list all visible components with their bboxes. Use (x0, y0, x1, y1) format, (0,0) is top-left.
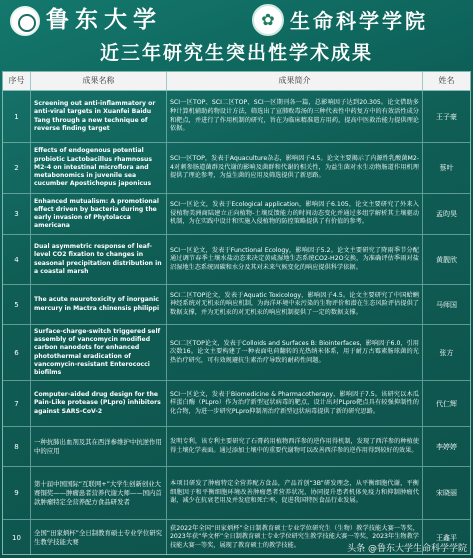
row-name: 全国“田家炳杯”全日制教育硕士专业学位研究生教学技能大赛 (31, 520, 167, 555)
college-logo-icon (252, 4, 284, 36)
row-desc: SCI一区论文，发表于Functional Ecology，影响因子5.2。论文主要研究了降雨季节分配通过调节春季土壤水盐动态来决定黄咸湿地生态系统CO2-H2O交换，为准确评估季雨对盐沼湿地生态系统固碳和水分及其对未来气候变化的响应提供科学依据。 (167, 235, 423, 284)
row-name: Screening out anti-inflammatory or anti-viral targets in Xuanfei Baidu Tang through a new technique of reverse finding target (31, 91, 167, 142)
col-header-person: 姓名 (438, 76, 455, 85)
row-person: 李婷婷 (436, 442, 457, 451)
row-no: 9 (3, 467, 31, 519)
row-desc: SCI一区TOP、SCI二区TOP、SCI一区期刊各一篇，总影响因子达到20.305。论文借助多种计算机辅助药物设计方法，筛选出了宣肺败毒汤的三种代表性中药复方中的有效活性成分和靶点，并进行了作用机制的研究，旨在为临床精准遣方用药，提高中医救治能力提供理论依据。 (167, 91, 423, 142)
table-row (3, 467, 470, 520)
row-person: 代仁辉 (436, 399, 457, 408)
row-no: 6 (3, 325, 31, 380)
table-row (3, 285, 470, 325)
col-header-name: 成果名称 (31, 72, 167, 90)
page-title: 近三年研究生突出性学术成果 (99, 42, 373, 64)
row-desc: 本项目研发了肿瘤特定全营养配方食品，产品首创“3B”研发理念，从平衡细胞代谢，平衡细胞因子和平衡细胞环境改善肿瘤患者营养状况，协同提升患者机体免疫力和抑制肿瘤代谢，减少在抗衰老用及并发症和死亡率，促进我国特医食品行业发展。 (167, 467, 423, 519)
university-logo-icon (10, 6, 40, 36)
row-name: Effects of endogenous potential probiotic Lactobacillus rhamnosus M2-4 on intestinal microflora and metabonomics in juvenile sea cucumber Apostichopus japonicus (31, 143, 167, 193)
table-header (3, 72, 470, 91)
row-name: 第十届中国国际“互联网+”大学生创新创业大赛铜奖——肿瘤患者营养代谢大师——国内首款肿瘤特定全营养配方食品研发者 (31, 467, 167, 519)
row-desc: SCI二区TOP论文，发表于Colloids and Surfaces B: Biointerfaces，影响因子6.0，引用次数16。论文主要构建了一种表面电荷翻转的光热纳米体系，用于耐万古霉素肠球菌的光热治疗研究，可有效规避抗生素治疗导致的耐药性问题。 (167, 325, 423, 380)
table-row (3, 235, 470, 285)
row-name: Computer-aided drug design for the Pain-Like protease (PLpro) inhibitors against SARS-CoV-2 (31, 381, 167, 426)
watermark: 头条 @鲁东大学生命科学学院 (347, 544, 467, 554)
row-name: Surface-charge-switch triggered self assembly of vancomycin modified carbon nanodots for enhanced photothermal eradication of vancomycin-resistant Enterococci biofilms (31, 325, 167, 380)
row-desc: SCI二区TOP论文，发表于Aquatic Toxicology，影响因子4.5。论文主要研究了中国蛤蜊神经系统对无机汞的响应机制，为海洋环境中汞污染的生物评价和潜在生态风险评估提供了数据支撑，并为无机汞的对无机汞的响应机制提供了一定的数据支撑。 (167, 285, 423, 324)
row-name: Enhanced mutualism: A promotional effect driven by bacteria during the early invasion of Phytolacca americana (31, 194, 167, 234)
row-person: 孟昀昊 (436, 210, 457, 218)
row-no: 5 (3, 285, 31, 324)
row-person: 张方 (439, 348, 454, 357)
table-row (3, 194, 470, 235)
col-header-desc: 成果简介 (167, 72, 423, 90)
table-row (3, 381, 470, 427)
row-no: 4 (3, 235, 31, 284)
col-header-no: 序号 (3, 72, 31, 90)
table-row (3, 427, 470, 467)
row-person: 王子豪 (436, 112, 457, 121)
row-name: 一种抗肺出血剂及其在西洋参维护中抗逆作用中的应用 (31, 427, 167, 466)
row-person: 马师国 (436, 300, 457, 309)
header (0, 0, 473, 64)
row-name: The acute neurotoxicity of inorganic mercury in Mactra chinensis philippi (31, 285, 167, 324)
row-no: 8 (3, 427, 31, 466)
table-row (3, 325, 470, 381)
row-desc: SCI一区TOP，发表于Aquaculture杂志，影响因子4.5。论文主要揭示了内源性乳酸菌M2-4对刺参肠道菌群及代谢的影响及菌群和代谢的相关性，为益生菌对水生动物肠道作用机理提供了理论参考，为益生菌的应用及筛选提供了新思路。 (167, 143, 423, 193)
row-person: 黄靓欣 (436, 255, 457, 264)
university-name: 鲁东大学 (46, 6, 162, 33)
row-no: 1 (3, 91, 31, 142)
college-name: 生命科学学院 (290, 9, 428, 33)
table-row (3, 143, 470, 194)
row-no: 10 (3, 520, 31, 555)
row-person: 宋晓丽 (436, 489, 457, 497)
table-row (3, 91, 470, 143)
row-desc: SCI一区论文，发表于Biomedicine & Pharmacotherapy，影响因子7.5。该研究以木瓜样蛋白酶（PLpro）作为治疗新型冠状病毒的靶点，设计出对PLpro靶点具有较强抑制性的化合物，为进一步研究PLpro抑制剂治疗新型冠状病毒提供了新的研究思路。 (167, 381, 423, 426)
row-no: 2 (3, 143, 31, 193)
achievements-table (2, 71, 471, 555)
row-desc: 获2022年全国“田家炳杯”全日制教育硕士专业学位研究生（生物）教学技能大赛一等奖，2023年获“华文杯”全日制教育硕士专业学位研究生教学技能大赛一等奖，2023年生物教学技能大赛一等奖，展现了教育硕士的教学技能。 (167, 520, 423, 555)
row-desc: 发明专利，该专利主要研究了石膏药用植物西洋参的逆作用得机制，发现了西洋参的种植使得土壤化学表面。通过添加土壤中的重要代谢物可以改善西洋参的逆作用得到较好的效果。 (167, 427, 423, 466)
row-name: Dual asymmetric response of leaf-level CO2 fixation to changes in seasonal precipitation distribution in a coastal marsh (31, 235, 167, 284)
row-desc: SCI一区论文，发表于Ecological application，影响因子6.105，论文主要研究了外来入侵植物美洲商陆建立正向植物-土壤反馈能力的时间动态变化并通过多组学解析其土壤驱动机制，为在实践中设计和实施入侵植物的防控策略提供了有价值的参考。 (167, 194, 423, 234)
row-person: 蔡叶 (439, 164, 454, 172)
row-no: 7 (3, 381, 31, 426)
row-no: 3 (3, 194, 31, 234)
row-person: 王鑫平 (436, 533, 457, 542)
